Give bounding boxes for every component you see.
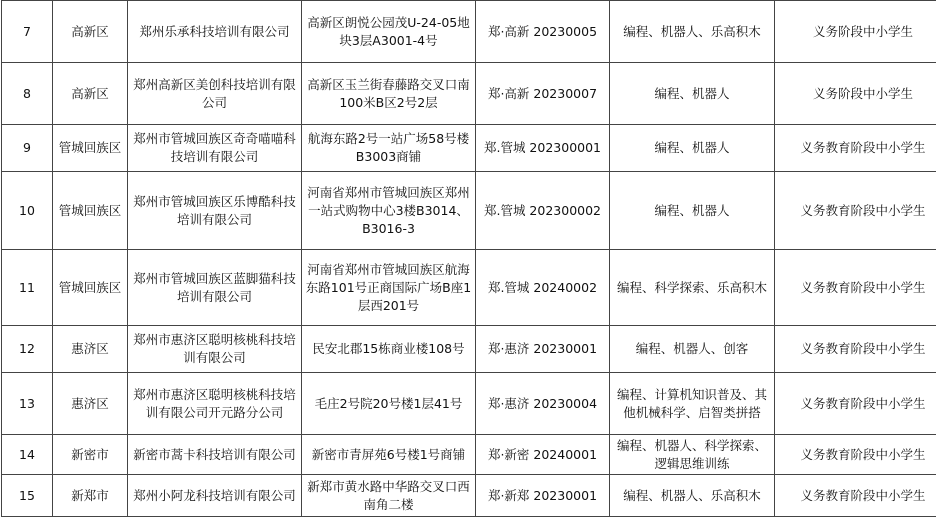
cell-scope: 编程、计算机知识普及、其他机械科学、启智类拼搭: [610, 373, 775, 435]
cell-permit: 郑.管城 202300001: [476, 125, 610, 172]
cell-no: 13: [2, 373, 53, 435]
cell-name: 郑州市管城回族区蓝脚猫科技培训有限公司: [128, 250, 302, 326]
table-row: [2, 326, 936, 373]
cell-address: 民安北郡15栋商业楼108号: [302, 326, 476, 373]
cell-name: 郑州高新区美创科技培训有限公司: [128, 63, 302, 125]
cell-permit: 郑·新密 20240001: [476, 435, 610, 475]
institution-table: [1, 0, 936, 517]
cell-permit: 郑.管城 20240002: [476, 250, 610, 326]
cell-name: 郑州市管城回族区乐博酷科技培训有限公司: [128, 172, 302, 250]
cell-name: 郑州乐承科技培训有限公司: [128, 1, 302, 63]
cell-scope: 编程、机器人、创客: [610, 326, 775, 373]
cell-scope: 编程、机器人: [610, 125, 775, 172]
cell-name: 郑州市惠济区聪明核桃科技培训有限公司: [128, 326, 302, 373]
cell-scope: 编程、科学探索、乐高积木: [610, 250, 775, 326]
cell-permit: 郑·惠济 20230001: [476, 326, 610, 373]
table-row: [2, 63, 936, 125]
cell-district: 新密市: [53, 435, 128, 475]
cell-scope: 编程、机器人: [610, 172, 775, 250]
cell-district: 管城回族区: [53, 172, 128, 250]
cell-district: 高新区: [53, 63, 128, 125]
cell-address: 高新区玉兰街春藤路交叉口南100米B区2号2层: [302, 63, 476, 125]
cell-permit: 郑·高新 20230005: [476, 1, 610, 63]
cell-district: 新郑市: [53, 475, 128, 517]
cell-level: 义务阶段中小学生: [775, 63, 936, 125]
cell-name: 郑州市管城回族区奇奇喵喵科技培训有限公司: [128, 125, 302, 172]
cell-address: 航海东路2号一站广场58号楼B3003商铺: [302, 125, 476, 172]
cell-scope: 编程、机器人、乐高积木: [610, 1, 775, 63]
cell-scope: 编程、机器人、乐高积木: [610, 475, 775, 517]
cell-no: 9: [2, 125, 53, 172]
table-row: [2, 1, 936, 63]
cell-name: 郑州小阿龙科技培训有限公司: [128, 475, 302, 517]
cell-permit: 郑·新郑 20230001: [476, 475, 610, 517]
cell-address: 新郑市黄水路中华路交叉口西南角二楼: [302, 475, 476, 517]
cell-permit: 郑·惠济 20230004: [476, 373, 610, 435]
cell-scope: 编程、机器人、科学探索、逻辑思维训练: [610, 435, 775, 475]
cell-no: 7: [2, 1, 53, 63]
cell-district: 管城回族区: [53, 250, 128, 326]
cell-district: 惠济区: [53, 326, 128, 373]
cell-no: 8: [2, 63, 53, 125]
cell-level: 义务教育阶段中小学生: [775, 435, 936, 475]
table-body: [2, 1, 936, 517]
cell-district: 惠济区: [53, 373, 128, 435]
table-row: [2, 435, 936, 475]
table-row: [2, 475, 936, 517]
cell-level: 义务教育阶段中小学生: [775, 125, 936, 172]
cell-scope: 编程、机器人: [610, 63, 775, 125]
cell-level: 义务教育阶段中小学生: [775, 373, 936, 435]
table-row: [2, 125, 936, 172]
cell-address: 新密市青屏苑6号楼1号商铺: [302, 435, 476, 475]
table-row: [2, 373, 936, 435]
cell-permit: 郑.管城 202300002: [476, 172, 610, 250]
cell-level: 义务教育阶段中小学生: [775, 326, 936, 373]
cell-name: 郑州市惠济区聪明核桃科技培训有限公司开元路分公司: [128, 373, 302, 435]
cell-district: 管城回族区: [53, 125, 128, 172]
cell-no: 12: [2, 326, 53, 373]
table-row: [2, 250, 936, 326]
cell-address: 河南省郑州市管城回族区航海东路101号正商国际广场B座1层西201号: [302, 250, 476, 326]
cell-no: 10: [2, 172, 53, 250]
cell-level: 义务教育阶段中小学生: [775, 250, 936, 326]
cell-level: 义务教育阶段中小学生: [775, 172, 936, 250]
cell-address: 毛庄2号院20号楼1层41号: [302, 373, 476, 435]
cell-no: 15: [2, 475, 53, 517]
cell-address: 河南省郑州市管城回族区郑州一站式购物中心3楼B3014、B3016-3: [302, 172, 476, 250]
cell-district: 高新区: [53, 1, 128, 63]
cell-no: 14: [2, 435, 53, 475]
cell-level: 义务阶段中小学生: [775, 1, 936, 63]
cell-name: 新密市蒿卡科技培训有限公司: [128, 435, 302, 475]
cell-permit: 郑·高新 20230007: [476, 63, 610, 125]
cell-address: 高新区朗悦公园茂U-24-05地块3层A3001-4号: [302, 1, 476, 63]
cell-level: 义务教育阶段中小学生: [775, 475, 936, 517]
table-row: [2, 172, 936, 250]
cell-no: 11: [2, 250, 53, 326]
